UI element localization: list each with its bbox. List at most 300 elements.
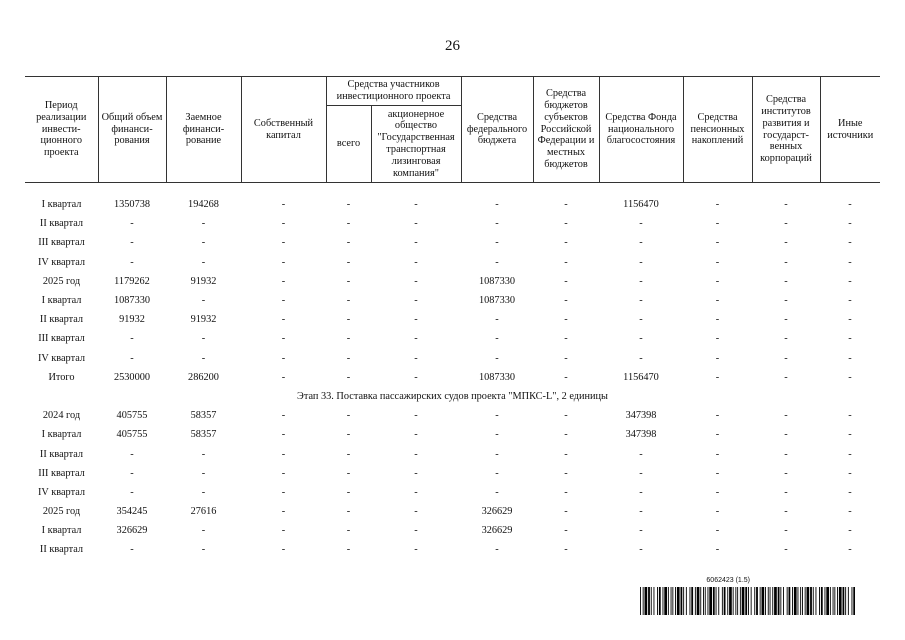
row-value: -: [639, 237, 643, 249]
row-value: -: [639, 218, 643, 230]
header-equity: Собственный капитал: [241, 77, 326, 183]
row-value: -: [639, 314, 643, 326]
table-row: [25, 464, 880, 483]
row-period: II квартал: [39, 448, 84, 460]
stage-row: [25, 387, 880, 406]
row-value: -: [848, 429, 852, 441]
row-value: -: [564, 199, 568, 211]
table-row: [25, 195, 880, 214]
row-value: -: [201, 237, 206, 249]
row-value: -: [281, 544, 286, 556]
barcode-bar: [697, 587, 700, 615]
barcode-bar: [848, 587, 849, 615]
row-value: -: [414, 314, 418, 326]
barcode-bar: [654, 587, 655, 615]
row-value: -: [414, 352, 418, 364]
barcode-bar: [807, 587, 810, 615]
row-value: -: [784, 429, 788, 441]
row-value: -: [784, 371, 788, 383]
barcode-bar: [703, 587, 704, 615]
row-value: -: [564, 448, 568, 460]
row-value: -: [130, 486, 134, 498]
barcode-label: 6062423 (1.5): [706, 577, 750, 584]
barcode-bar: [695, 587, 696, 615]
barcode-bar: [748, 587, 749, 615]
row-value: 326629: [481, 506, 513, 518]
row-value: -: [414, 525, 418, 537]
row-value: -: [414, 295, 418, 307]
row-value: -: [346, 506, 351, 518]
row-value: 58357: [190, 410, 217, 422]
row-value: -: [281, 410, 286, 422]
row-value: -: [130, 218, 134, 230]
barcode-bar: [740, 587, 741, 615]
row-value: -: [784, 314, 788, 326]
row-value: -: [784, 467, 788, 479]
row-value: -: [346, 314, 351, 326]
row-value: -: [414, 256, 418, 268]
row-value: -: [784, 525, 788, 537]
table-row: [25, 540, 880, 559]
row-value: -: [346, 429, 351, 441]
row-value: -: [346, 525, 351, 537]
barcode-bar: [754, 587, 755, 615]
row-value: -: [715, 333, 720, 345]
barcode-bar: [683, 587, 684, 615]
barcode-bar: [798, 587, 799, 615]
barcode-bar: [691, 587, 693, 615]
row-value: -: [715, 410, 720, 422]
barcode-bar: [735, 587, 736, 615]
row-value: -: [281, 218, 286, 230]
barcode-bar: [751, 587, 752, 615]
barcode-bar: [718, 587, 719, 615]
table-row: [25, 502, 880, 521]
row-value: -: [564, 410, 568, 422]
row-value: -: [130, 352, 134, 364]
row-value: -: [784, 506, 788, 518]
barcode-bar: [792, 587, 793, 615]
row-value: -: [639, 467, 643, 479]
row-value: -: [495, 199, 499, 211]
barcode-bar: [768, 587, 769, 615]
row-period: III квартал: [38, 237, 85, 249]
row-value: -: [346, 256, 351, 268]
row-value: -: [639, 525, 643, 537]
row-period: I квартал: [41, 295, 82, 307]
row-value: -: [414, 371, 418, 383]
header-federal: Средства федерального бюджета: [461, 77, 533, 183]
barcode-bar: [772, 587, 773, 615]
row-period: I квартал: [41, 525, 82, 537]
row-value: -: [564, 486, 568, 498]
barcode-bar: [834, 587, 835, 615]
row-value: -: [201, 295, 206, 307]
table-row: [25, 444, 880, 463]
row-value: -: [564, 275, 568, 287]
row-value: -: [281, 256, 286, 268]
row-value: -: [201, 218, 206, 230]
row-value: -: [346, 333, 351, 345]
barcode-bar: [681, 587, 683, 615]
row-period: I квартал: [41, 199, 82, 211]
row-value: -: [848, 467, 852, 479]
row-value: -: [414, 199, 418, 211]
barcode-bar: [821, 587, 823, 615]
row-value: -: [281, 352, 286, 364]
table-row: [25, 425, 880, 444]
row-value: -: [281, 429, 286, 441]
header-loan: Заемное финанси-рование: [166, 77, 241, 183]
row-value: -: [715, 199, 720, 211]
barcode-bar: [783, 587, 784, 615]
row-value: -: [639, 333, 643, 345]
row-value: -: [201, 333, 206, 345]
row-value: -: [715, 256, 720, 268]
row-value: -: [784, 486, 788, 498]
row-value: -: [495, 410, 499, 422]
table-row: [25, 272, 880, 291]
row-value: -: [848, 410, 852, 422]
row-value: 1156470: [623, 371, 659, 383]
row-period: Итого: [48, 371, 75, 383]
barcode-bar: [672, 587, 673, 615]
barcode-bar: [843, 587, 845, 615]
row-value: -: [784, 410, 788, 422]
row-value: -: [715, 429, 720, 441]
row-period: IV квартал: [38, 352, 85, 364]
row-value: -: [281, 199, 286, 211]
row-value: -: [201, 544, 206, 556]
row-period: II квартал: [39, 544, 84, 556]
barcode-bar: [733, 587, 734, 615]
row-value: -: [346, 467, 351, 479]
header-participants: Средства участников инвестиционного проекта: [326, 77, 461, 106]
barcode-bar: [700, 587, 701, 615]
barcode-bar: [709, 587, 712, 615]
row-value: -: [639, 352, 643, 364]
row-value: -: [346, 371, 351, 383]
row-value: -: [346, 199, 351, 211]
row-value: -: [281, 371, 286, 383]
row-period: IV квартал: [38, 486, 85, 498]
barcode-bar: [727, 587, 728, 615]
row-value: -: [130, 333, 134, 345]
barcode-bar: [845, 587, 846, 615]
barcode-bar: [780, 587, 781, 615]
barcode-bar: [774, 587, 777, 615]
row-value: -: [414, 544, 418, 556]
row-value: -: [281, 467, 286, 479]
row-value: 326629: [116, 525, 148, 537]
row-value: 1087330: [478, 371, 516, 383]
barcode-bar: [729, 587, 732, 615]
document-barcode: [640, 577, 855, 617]
row-value: 91932: [119, 314, 145, 326]
row-value: 91932: [190, 275, 217, 287]
row-period: IV квартал: [38, 256, 85, 268]
row-value: -: [784, 199, 788, 211]
barcode-bar: [770, 587, 771, 615]
header-participants-jsc: акционерное общество "Государственная транспортная лизинговая компания": [371, 106, 461, 183]
row-period: 2025 год: [42, 506, 81, 518]
table-row: [25, 406, 880, 425]
row-value: -: [564, 467, 568, 479]
row-value: -: [784, 352, 788, 364]
row-value: -: [564, 352, 568, 364]
barcode-bar: [686, 587, 687, 615]
row-value: -: [848, 333, 852, 345]
row-value: -: [130, 544, 134, 556]
row-value: -: [495, 314, 499, 326]
row-value: -: [346, 275, 351, 287]
row-value: -: [715, 237, 720, 249]
row-value: -: [495, 448, 499, 460]
table-row: [25, 310, 880, 329]
row-value: -: [848, 237, 852, 249]
barcode-bar: [742, 587, 745, 615]
barcode-bar: [802, 587, 803, 615]
row-value: -: [201, 256, 206, 268]
row-value: -: [414, 410, 418, 422]
row-value: -: [848, 448, 852, 460]
financing-table: [25, 76, 880, 560]
row-value: -: [564, 525, 568, 537]
header-period: Период реализации инвести-ционного проекта: [25, 77, 98, 183]
barcode-bar: [825, 587, 826, 615]
row-value: -: [784, 275, 788, 287]
row-value: -: [281, 314, 286, 326]
row-value: -: [715, 525, 720, 537]
table-row: [25, 214, 880, 233]
barcode-bar: [663, 587, 664, 615]
row-value: -: [715, 352, 720, 364]
row-value: 405755: [116, 410, 148, 422]
table-row: [25, 368, 880, 387]
table-row: [25, 233, 880, 252]
row-value: -: [784, 333, 788, 345]
row-value: -: [715, 486, 720, 498]
row-value: 347398: [625, 429, 657, 441]
barcode-bar: [664, 587, 667, 615]
row-value: -: [281, 275, 286, 287]
row-value: -: [130, 467, 134, 479]
header-regional: Средства бюджетов субъектов Российской Федерации и местных бюджетов: [533, 77, 599, 183]
row-value: -: [346, 410, 351, 422]
barcode-bar: [713, 587, 715, 615]
barcode-bar: [813, 587, 814, 615]
barcode-bar: [645, 587, 648, 615]
barcode-bar: [760, 587, 761, 615]
barcode-bar: [787, 587, 788, 615]
barcode-bar: [690, 587, 691, 615]
row-value: -: [564, 237, 568, 249]
row-value: -: [639, 544, 643, 556]
barcode-bar: [816, 587, 817, 615]
barcode-bar: [826, 587, 829, 615]
row-value: -: [639, 295, 643, 307]
row-value: -: [281, 506, 286, 518]
row-value: -: [564, 295, 568, 307]
row-value: -: [495, 352, 499, 364]
row-value: -: [715, 448, 720, 460]
row-value: -: [130, 256, 134, 268]
barcode-bar: [651, 587, 652, 615]
barcode-bar: [640, 587, 641, 615]
header-total: Общий объем финанси-рования: [98, 77, 166, 183]
row-value: -: [715, 314, 720, 326]
barcode-bar: [657, 587, 658, 615]
row-value: -: [848, 371, 852, 383]
row-value: -: [848, 199, 852, 211]
row-value: -: [346, 448, 351, 460]
barcode-bar: [737, 587, 738, 615]
row-period: I квартал: [41, 429, 82, 441]
row-value: 2530000: [113, 371, 151, 383]
row-value: -: [201, 467, 206, 479]
row-value: -: [715, 275, 720, 287]
row-value: -: [715, 371, 720, 383]
barcode-bar: [765, 587, 766, 615]
header-nwf: Средства Фонда национального благосостояния: [599, 77, 683, 183]
row-value: -: [495, 544, 499, 556]
row-value: -: [281, 448, 286, 460]
row-value: 1087330: [113, 295, 151, 307]
row-period: III квартал: [38, 333, 85, 345]
row-value: -: [414, 333, 418, 345]
header-participants-all: всего: [326, 106, 371, 183]
row-value: -: [414, 506, 418, 518]
row-value: -: [715, 467, 720, 479]
row-value: 1156470: [623, 199, 659, 211]
row-period: 2024 год: [42, 410, 81, 422]
table-row: [25, 291, 880, 310]
barcode-bar: [745, 587, 747, 615]
row-value: -: [784, 256, 788, 268]
row-value: -: [564, 314, 568, 326]
barcode-bar: [668, 587, 669, 615]
barcode-bar: [794, 587, 797, 615]
header-pension: Средства пенсионных накоплений: [683, 77, 752, 183]
table-row: [25, 253, 880, 272]
row-value: 347398: [625, 410, 657, 422]
row-value: -: [784, 218, 788, 230]
barcode-bar: [805, 587, 806, 615]
table-row: [25, 521, 880, 540]
barcode-bar: [830, 587, 831, 615]
row-value: -: [201, 352, 206, 364]
row-value: 194268: [188, 199, 219, 211]
barcode-bar: [648, 587, 650, 615]
row-value: -: [848, 352, 852, 364]
row-value: -: [495, 237, 499, 249]
barcode-bar: [724, 587, 726, 615]
row-value: -: [201, 525, 206, 537]
row-value: -: [848, 506, 852, 518]
row-value: 1087330: [478, 295, 516, 307]
barcode-bar: [705, 587, 706, 615]
barcode-bar: [677, 587, 680, 615]
row-value: -: [564, 333, 568, 345]
row-value: -: [201, 486, 206, 498]
row-value: -: [281, 295, 286, 307]
row-value: -: [848, 275, 852, 287]
row-value: -: [784, 295, 788, 307]
row-period: II квартал: [39, 314, 84, 326]
row-value: 286200: [188, 371, 219, 383]
row-value: 1087330: [478, 275, 516, 287]
row-value: -: [848, 218, 852, 230]
row-period: III квартал: [38, 467, 85, 479]
header-other: Иные источники: [820, 77, 880, 183]
barcode-bar: [853, 587, 855, 615]
table-header: [25, 77, 880, 183]
row-value: -: [715, 218, 720, 230]
row-value: -: [564, 218, 568, 230]
row-value: -: [495, 467, 499, 479]
row-value: -: [564, 506, 568, 518]
row-value: -: [414, 448, 418, 460]
row-value: -: [848, 314, 852, 326]
row-value: -: [848, 256, 852, 268]
row-value: -: [281, 237, 286, 249]
row-value: 58357: [190, 429, 217, 441]
row-value: -: [564, 429, 568, 441]
row-value: -: [715, 506, 720, 518]
row-value: -: [281, 525, 286, 537]
row-value: 27616: [190, 506, 217, 518]
row-value: -: [346, 486, 351, 498]
barcode-bar: [643, 587, 644, 615]
row-value: -: [495, 429, 499, 441]
barcode-bar: [675, 587, 676, 615]
barcode-bar: [708, 587, 709, 615]
barcode-icon: [640, 587, 855, 615]
row-value: -: [130, 448, 134, 460]
row-value: -: [784, 237, 788, 249]
row-value: 1179262: [114, 275, 150, 287]
row-value: 91932: [190, 314, 217, 326]
barcode-bar: [839, 587, 842, 615]
stage-title: Этап 33. Поставка пассажирских судов проекта "МПКС-L", 2 единицы: [297, 390, 608, 402]
barcode-bar: [716, 587, 717, 615]
barcode-bar: [756, 587, 758, 615]
barcode-bar: [833, 587, 834, 615]
row-value: -: [564, 371, 568, 383]
page-number: 26: [445, 38, 460, 54]
row-value: -: [848, 486, 852, 498]
row-period: II квартал: [39, 218, 84, 230]
row-value: -: [639, 486, 643, 498]
row-value: -: [784, 544, 788, 556]
row-value: -: [564, 544, 568, 556]
row-value: -: [495, 486, 499, 498]
row-value: -: [414, 486, 418, 498]
barcode-bar: [837, 587, 838, 615]
row-value: -: [848, 544, 852, 556]
row-value: -: [346, 544, 351, 556]
row-value: -: [414, 467, 418, 479]
table-row: [25, 483, 880, 502]
row-value: -: [346, 237, 351, 249]
row-value: -: [346, 218, 351, 230]
barcode-bar: [659, 587, 661, 615]
row-value: -: [715, 295, 720, 307]
row-value: -: [495, 333, 499, 345]
row-value: -: [414, 218, 418, 230]
row-period: 2025 год: [42, 275, 81, 287]
table-row: [25, 329, 880, 348]
